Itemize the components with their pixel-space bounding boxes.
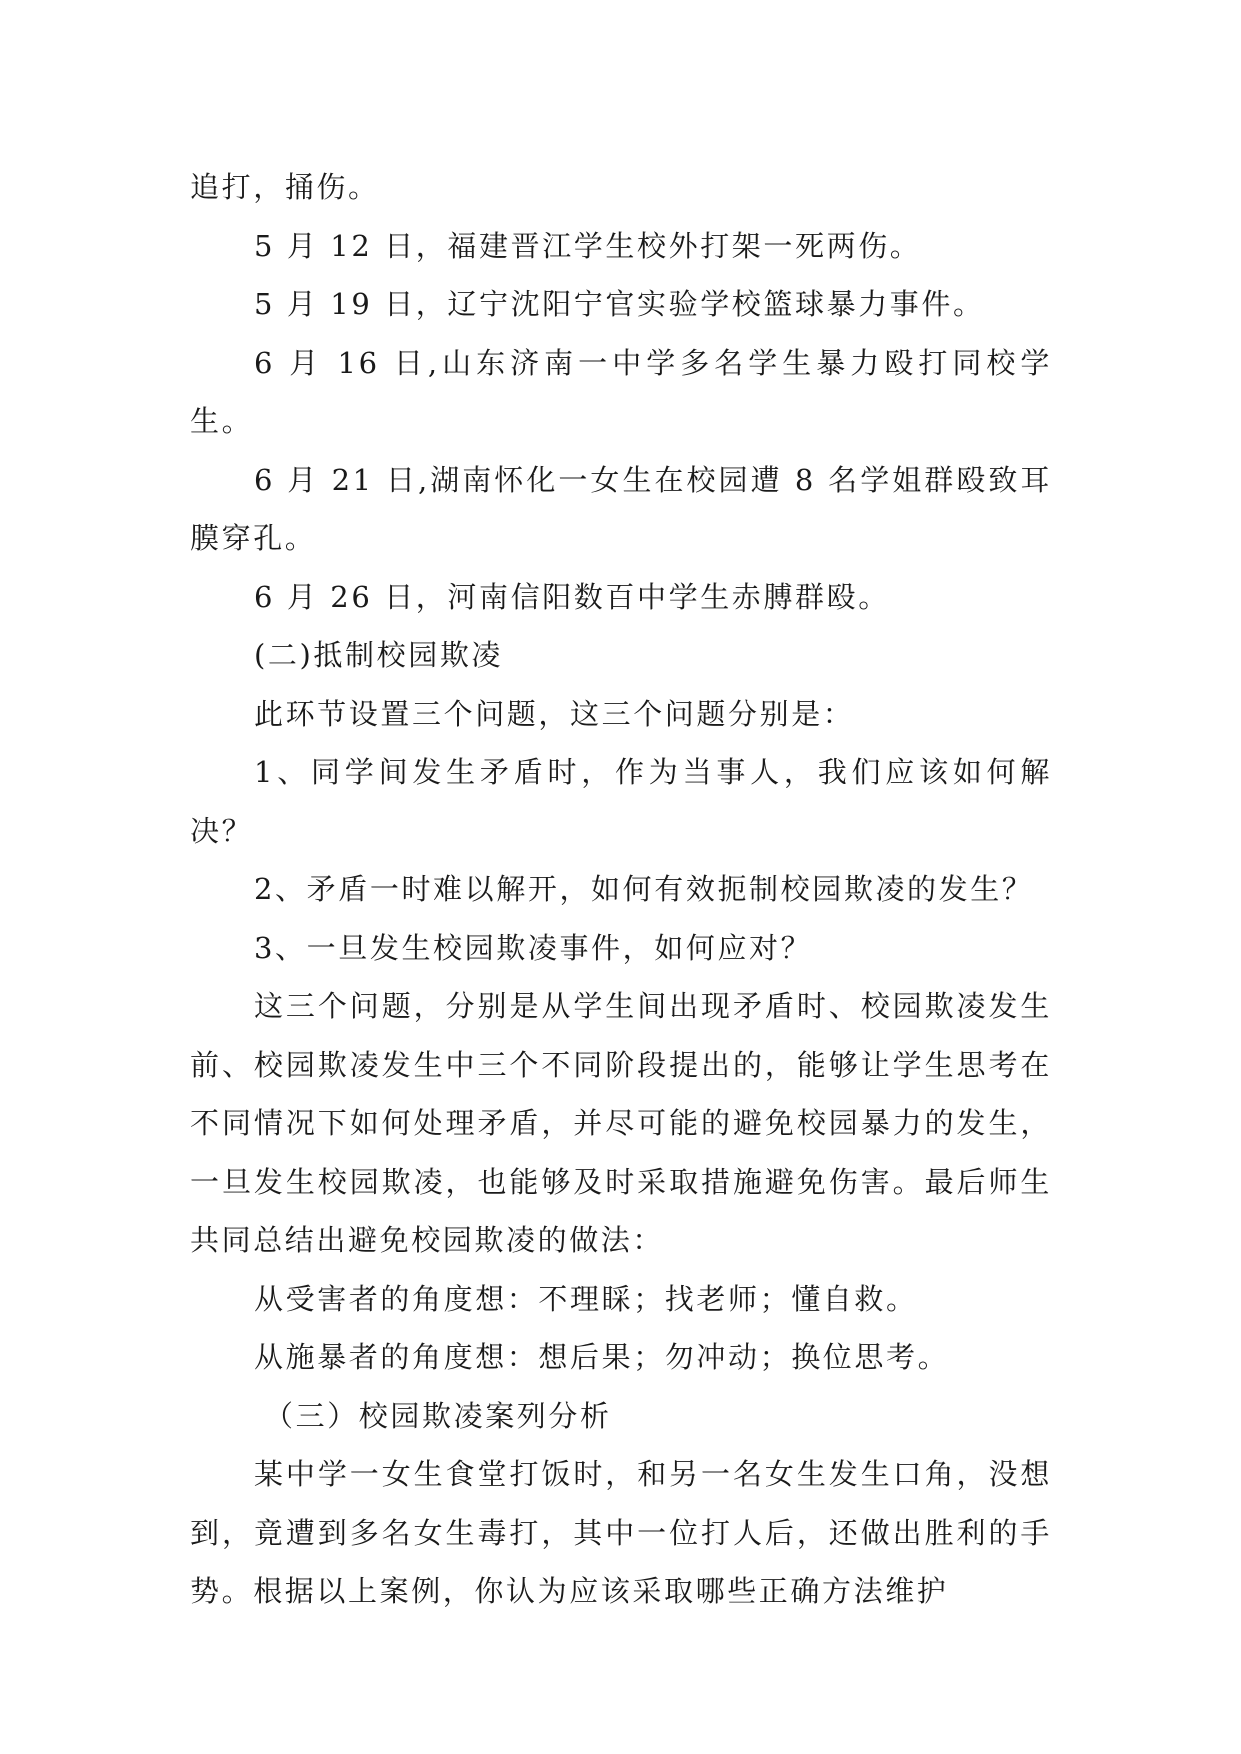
paragraph: 6 月 26 日，河南信阳数百中学生赤膊群殴。 — [254, 579, 890, 614]
paragraph: 6 月 16 日,山东济南一中学多名学生暴力殴打同校学生。 — [190, 345, 1052, 438]
paragraph: 追打，捅伤。 — [190, 170, 380, 204]
paragraph: 从施暴者的角度想：想后果；勿冲动；换位思考。 — [254, 1340, 950, 1374]
paragraph: 5 月 19 日，辽宁沈阳宁官实验学校篮球暴力事件。 — [254, 287, 985, 321]
paragraph: 1、同学间发生矛盾时，作为当事人，我们应该如何解决？ — [190, 755, 1052, 848]
paragraph: 此环节设置三个问题，这三个问题分别是： — [254, 696, 855, 731]
paragraph: 这三个问题，分别是从学生间出现矛盾时、校园欺凌发生前、校园欺凌发生中三个不同阶段提出的，能够让学生思考在不同情况下如何处理矛盾，并尽可能的避免校园暴力的发生，一旦发生校园欺凌，也能够及时采取措施避免伤害。最后师生共同总结出避免校园欺凌的做法： — [190, 989, 1052, 1257]
document-body — [190, 158, 1052, 1621]
paragraph: 某中学一女生食堂打饭时，和另一名女生发生口角，没想到，竟遭到多名女生毒打，其中一位打人后，还做出胜利的手势。根据以上案例，你认为应该采取哪些正确方法维护 — [190, 1457, 1052, 1608]
paragraph: （三）校园欺凌案列分析 — [264, 1398, 612, 1433]
paragraph: 3、一旦发生校园欺凌事件，如何应对？ — [254, 930, 813, 965]
paragraph: (二)抵制校园欺凌 — [254, 638, 504, 672]
paragraph: 5 月 12 日，福建晋江学生校外打架一死两伤。 — [254, 228, 922, 263]
paragraph: 6 月 21 日,湖南怀化一女生在校园遭 8 名学姐群殴致耳膜穿孔。 — [190, 462, 1052, 555]
paragraph: 2、矛盾一时难以解开，如何有效扼制校园欺凌的发生？ — [254, 872, 1034, 906]
paragraph: 从受害者的角度想：不理睬；找老师；懂自救。 — [254, 1281, 918, 1316]
